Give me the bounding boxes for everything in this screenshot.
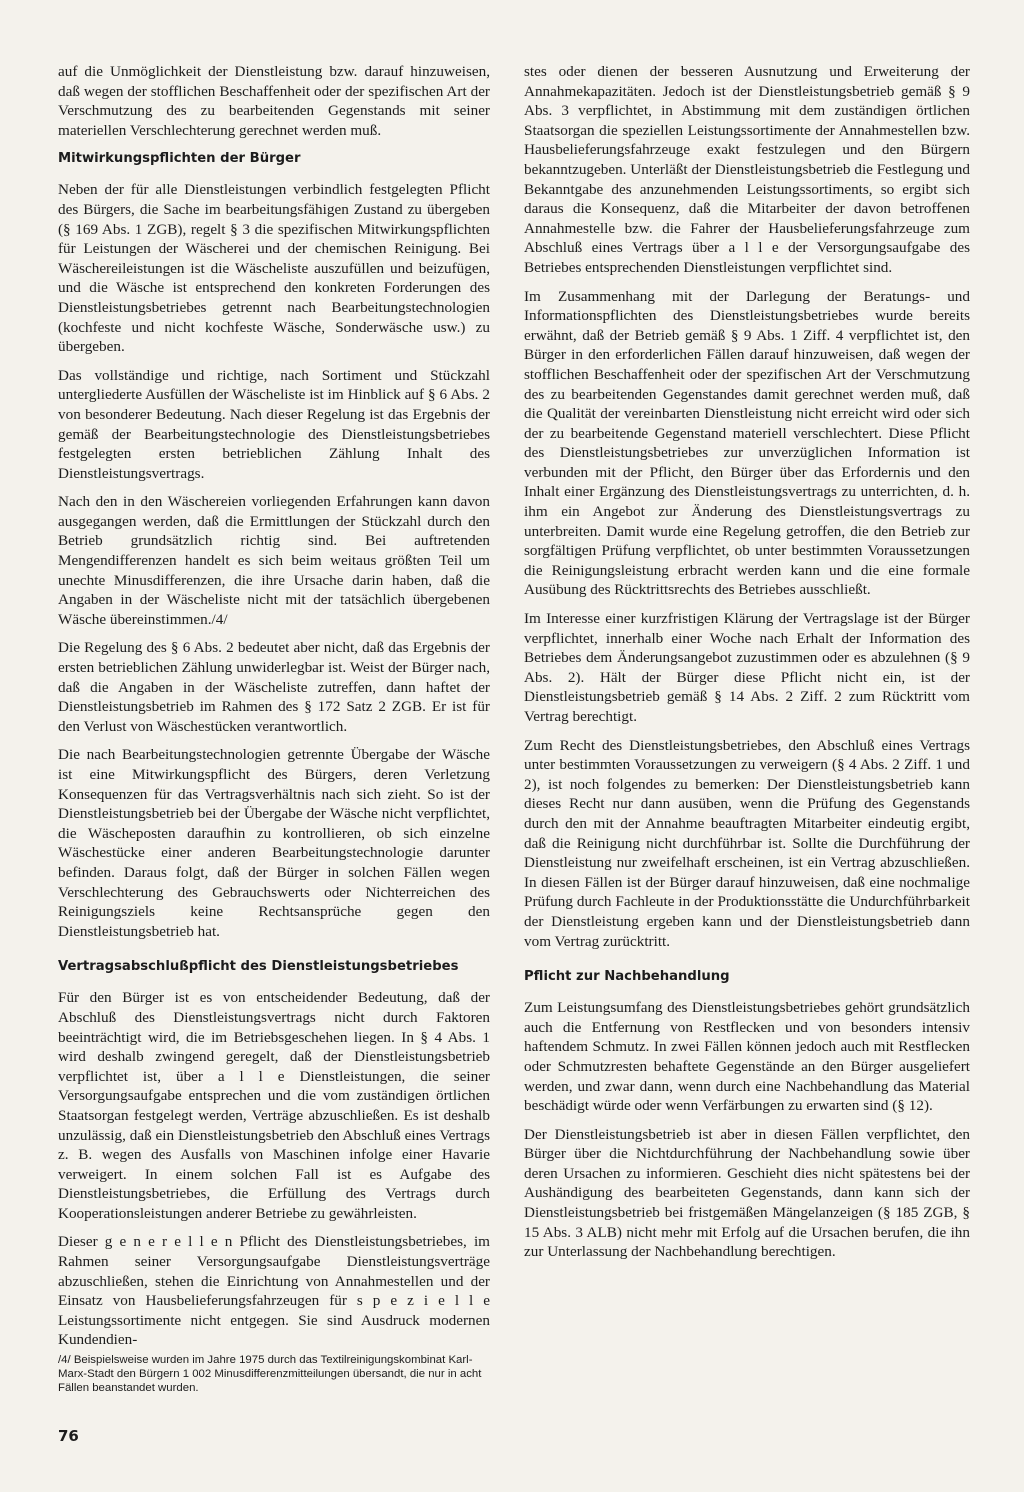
- paragraph: Zum Recht des Dienstleistungsbetriebes, den Abschluß eines Vertrags unter bestimmten Voraussetzungen zu verweigern (§ 4 Abs. 2 Ziff. 1 und 2), ist noch folgendes zu bemerken: Der Dienstleistungsbetrieb kann dieses Recht nur dann ausüben, wenn die Prüfung des Gegenstands durch den mit der Annahme beauftragten Mitarbeiter eindeutig ergibt, daß die Reinigung nicht durchführbar ist. Sollte die Durchführung der Dienstleistung nur zweifelhaft erscheinen, ist ein Vertrag abzuschließen. In diesen Fällen ist der Bürger darauf hinzuweisen, daß eine nochmalige Prüfung durch Fachleute in der Produktionsstätte die Undurchführbarkeit der Dienstleistung ergeben kann und der Dienstleistungsbetrieb dann vom Vertrag zurücktritt.: [524, 736, 970, 950]
- section-heading: Mitwirkungspflichten der Bürger: [58, 151, 301, 167]
- right-column: [524, 62, 970, 1271]
- footnote: /4/ Beispielsweise wurden im Jahre 1975 durch das Textilreinigungskombinat Karl-Marx-Stadt den Bürgern 1 002 Minusdifferenzmitteilungen übersandt, die nur in acht Fällen beanstandet wurden.: [58, 1354, 482, 1394]
- left-column: [58, 62, 490, 1359]
- paragraph: Im Zusammenhang mit der Darlegung der Beratungs- und Informationspflichten des Dienstleistungsbetriebes wurde bereits erwähnt, daß der Betrieb gemäß § 9 Abs. 1 Ziff. 4 verpflichtet ist, den Bürger in den erforderlichen Fällen darauf hinzuweisen, daß wegen der stofflichen Beschaffenheit oder der spezifischen Art der Verschmutzung des zu bearbeitenden Gegenstandes damit gerechnet werden muß, daß die Qualität der vereinbarten Dienstleistung nicht erreicht wird oder sich der zu bearbeitende Gegenstand materiell verschlechtert. Diese Pflicht des Dienstleistungsbetriebes zur unverzüglichen Information ist verbunden mit der Pflicht, den Bürger über das Erfordernis und den Inhalt einer Ergänzung des Dienstleistungsvertrags zu unterrichten, d. h. ihm ein Angebot zur Änderung des Dienstleistungsvertrags zu unterbreiten. Damit wurde eine Regelung getroffen, die den Betrieb zur sorgfältigen Prüfung verpflichtet, ob unter bestimmten Voraussetzungen die Reinigungsleistung erbracht werden kann und die eine formale Ausübung des Rücktrittsrechts des Betriebes ausschließt.: [524, 287, 970, 599]
- paragraph: Der Dienstleistungsbetrieb ist aber in diesen Fällen verpflichtet, den Bürger über die Nichtdurchführung der Nachbehandlung sowie über deren Ursachen zu informieren. Geschieht dies nicht spätestens bei der Aushändigung des bearbeiteten Gegenstands, dann kann sich der Dienstleistungsbetrieb bei fristgemäßen Mängelanzeigen (§ 185 ZGB, § 15 Abs. 3 ALB) nicht mehr mit Erfolg auf die Ursachen berufen, die ihn zur Unterlassung der Nachbehandlung berechtigen.: [524, 1125, 970, 1261]
- paragraph: stes oder dienen der besseren Ausnutzung und Erweiterung der Annahmekapazitäten. Jedoch ist der Dienstleistungsbetrieb gemäß § 9 Abs. 3 verpflichtet, in Abstimmung mit dem zuständigen örtlichen Staatsorgan die speziellen Leistungssortimente der Annahmestellen bzw. Hausbelieferungsfahrzeuge exakt festzulegen und den Bürgern bekanntzugeben. Unterläßt der Dienstleistungsbetrieb die Festlegung und Bekanntgabe des anzunehmenden Leistungssortiments, so ergibt sich daraus die Konsequenz, daß die Mitarbeiter der davon betroffenen Annahmestelle bzw. die Fahrer der Hausbelieferungsfahrzeuge zum Abschluß eines Vertrags über a l l e der Versorgungsaufgabe des Betriebes entsprechenden Dienstleistungen verpflichtet sind.: [524, 63, 970, 276]
- page-number: 76: [58, 1427, 79, 1445]
- paragraph: Nach den in den Wäschereien vorliegenden Erfahrungen kann davon ausgegangen werden, daß die Ermittlungen der Stückzahl durch den Betrieb grundsätzlich richtig sind. Bei auftretenden Mengendifferenzen handelt es sich beim weitaus größten Teil um unechte Minusdifferenzen, die ihre Ursache darin haben, daß die Angaben in der Wäscheliste nicht mit der tatsächlich übergebenen Wäsche übereinstimmen./4/: [58, 493, 490, 628]
- paragraph: Neben der für alle Dienstleistungen verbindlich festgelegten Pflicht des Bürgers, die Sache im bearbeitungsfähigen Zustand zu übergeben (§ 169 Abs. 1 ZGB), regelt § 3 die spezifischen Mitwirkungspflichten für Leistungen der Wäscherei und der chemischen Reinigung. Bei Wäschereileistungen ist die Wäscheliste auszufüllen und beizufügen, und die Wäsche ist entsprechend den konkreten Forderungen des Dienstleistungsbetriebes getrennt nach Bearbeitungstechnologien (kochfeste und nicht kochfeste Wäsche, Sonderwäsche usw.) zu übergeben.: [58, 181, 490, 356]
- paragraph: Dieser g e n e r e l l e n Pflicht des Dienstleistungsbetriebes, im Rahmen seiner Versorgungsaufgabe Dienstleistungsverträge abzuschließen, stehen die Einrichtung von Annahmestellen und der Einsatz von Hausbelieferungsfahrzeugen für s p e z i e l l e Leistungssortimente nicht entgegen. Sie sind Ausdruck modernen Kundendien-: [58, 1233, 490, 1349]
- section-heading: Pflicht zur Nachbehandlung: [524, 969, 730, 985]
- paragraph: Für den Bürger ist es von entscheidender Bedeutung, daß der Abschluß des Dienstleistungsvertrags nicht durch Faktoren beeinträchtigt wird, die im Betriebsgeschehen liegen. In § 4 Abs. 1 wird deshalb zwingend geregelt, daß der Dienstleistungsbetrieb verpflichtet ist, über a l l e Dienstleistungen, die seiner Versorgungsaufgabe entsprechen und die vom zuständigen örtlichen Staatsorgan festgelegt werden, Verträge abzuschließen. Es ist deshalb unzulässig, daß ein Dienstleistungsbetrieb den Abschluß eines Vertrags z. B. wegen des Ausfalls von Maschinen infolge einer Havarie verweigert. In einem solchen Fall ist es Aufgabe des Dienstleistungsbetriebes, die Erfüllung des Vertrags durch Kooperationsleistungen anderer Betriebe zu gewährleisten.: [58, 989, 490, 1222]
- paragraph: Die Regelung des § 6 Abs. 2 bedeutet aber nicht, daß das Ergebnis der ersten betrieblichen Zählung unwiderlegbar ist. Weist der Bürger nach, daß die Angaben in der Wäscheliste zutreffen, dann haftet der Dienstleistungsbetrieb im Rahmen des § 172 Satz 2 ZGB. Er ist für den Verlust von Wäschestücken verantwortlich.: [58, 639, 490, 735]
- paragraph: Im Interesse einer kurzfristigen Klärung der Vertragslage ist der Bürger verpflichtet, innerhalb einer Woche nach Erhalt der Information des Betriebes dem Änderungsangebot zuzustimmen oder es abzulehnen (§ 9 Abs. 2). Hält der Bürger diese Pflicht nicht ein, ist der Dienstleistungsbetrieb gemäß § 14 Abs. 2 Ziff. 2 zum Rücktritt vom Vertrag berechtigt.: [524, 610, 970, 725]
- paragraph: Die nach Bearbeitungstechnologien getrennte Übergabe der Wäsche ist eine Mitwirkungspflicht des Bürgers, deren Verletzung Konsequenzen für das Vertragsverhältnis nach sich zieht. So ist der Dienstleistungsbetrieb bei der Übergabe der Wäsche nicht verpflichtet, die Wäscheposten daraufhin zu kontrollieren, ob sich einzelne Wäschestücke einer anderen Bearbeitungstechnologie darunter befinden. Daraus folgt, daß der Bürger in solchen Fällen wegen Verschlechterung des Gebrauchswerts oder Nichterreichen des Reinigungsziels keine Rechtsansprüche gegen den Dienstleistungsbetrieb hat.: [58, 746, 490, 940]
- section-heading: Vertragsabschlußpflicht des Dienstleistungsbetriebes: [58, 959, 459, 975]
- paragraph: auf die Unmöglichkeit der Dienstleistung bzw. darauf hinzuweisen, daß wegen der stofflichen Beschaffenheit oder der spezifischen Art der Verschmutzung des zu bearbeitenden Gegenstands mit seiner materiellen Verschlechterung gerechnet werden muß.: [58, 63, 490, 139]
- paragraph: Das vollständige und richtige, nach Sortiment und Stückzahl untergliederte Ausfüllen der Wäscheliste ist im Hinblick auf § 6 Abs. 2 von besonderer Bedeutung. Nach dieser Regelung ist das Ergebnis der gemäß der Bearbeitungstechnologie des Dienstleistungsbetriebes festgelegten ersten betrieblichen Zählung Inhalt des Dienstleistungsvertrags.: [58, 366, 490, 482]
- paragraph: Zum Leistungsumfang des Dienstleistungsbetriebes gehört grundsätzlich auch die Entfernung von Restflecken und von besonders intensiv haftendem Schmutz. In zwei Fällen können jedoch auch mit Restflecken oder Schmutzresten behaftete Gegenstände an den Bürger ausgeliefert werden, und zwar dann, wenn durch eine Nachbehandlung das Material beschädigt würde oder wenn Verfärbungen zu erwarten sind (§ 12).: [524, 999, 970, 1115]
